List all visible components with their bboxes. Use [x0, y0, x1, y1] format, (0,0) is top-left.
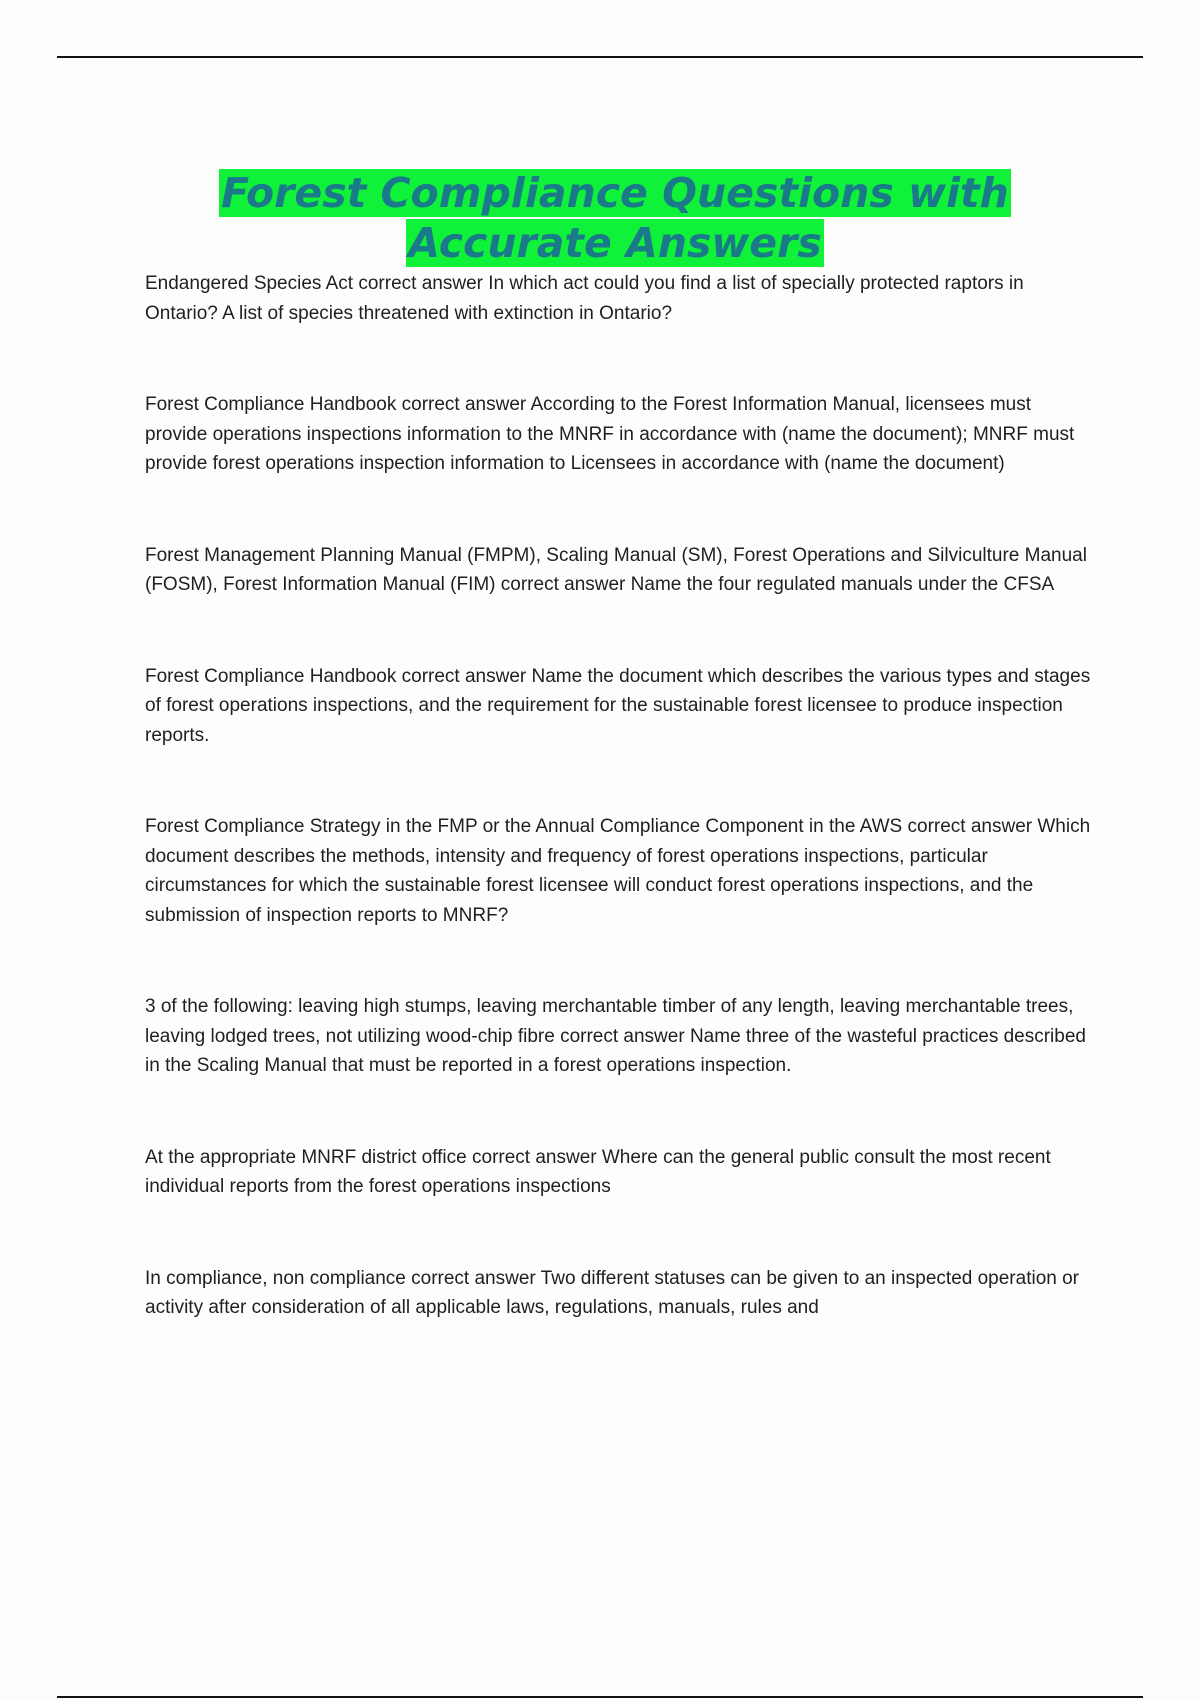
title-line-2: Accurate Answers [408, 219, 822, 267]
title-line-1: Forest Compliance Questions with [221, 169, 1009, 217]
qa-entry: Forest Management Planning Manual (FMPM), Scaling Manual (SM), Forest Operations and Silviculture Manual (FOSM), Forest Information Manual (FIM) correct answer Name the four regulated manuals under the CFSA [145, 544, 1087, 595]
qa-entry: 3 of the following: leaving high stumps, leaving merchantable timber of any length, leaving merchantable trees, leaving lodged trees, not utilizing wood-chip fibre correct answer Name three of the wasteful practices described in the Scaling Manual that must be reported in a forest operations inspection. [145, 996, 1086, 1076]
header-rule [57, 56, 1143, 58]
footer-rule [57, 1696, 1143, 1698]
document-title [145, 168, 1085, 268]
qa-entry: Endangered Species Act correct answer In which act could you find a list of specially protected raptors in Ontario? A list of species threatened with extinction in Ontario? [145, 273, 1024, 324]
qa-entry: Forest Compliance Strategy in the FMP or the Annual Compliance Component in the AWS correct answer Which document describes the methods, intensity and frequency of forest operations inspections, particular circumstances for which the sustainable forest licensee will conduct forest operations inspections, and the submission of inspection reports to MNRF? [145, 816, 1091, 926]
qa-entry: Forest Compliance Handbook correct answer According to the Forest Information Manual, licensees must provide operations inspections information to the MNRF in accordance with (name the document); MNRF must provide forest operations inspection information to Licensees in accordance with (name the document) [145, 394, 1075, 474]
qa-entry: Forest Compliance Handbook correct answer Name the document which describes the various types and stages of forest operations inspections, and the requirement for the sustainable forest licensee to produce inspection reports. [145, 665, 1091, 746]
qa-entry: At the appropriate MNRF district office correct answer Where can the general public consult the most recent individual reports from the forest operations inspections [145, 1146, 1051, 1197]
qa-entry: In compliance, non compliance correct answer Two different statuses can be given to an inspected operation or activity after consideration of all applicable laws, regulations, manuals, rules and [145, 1267, 1080, 1318]
qa-list [145, 269, 1095, 1323]
